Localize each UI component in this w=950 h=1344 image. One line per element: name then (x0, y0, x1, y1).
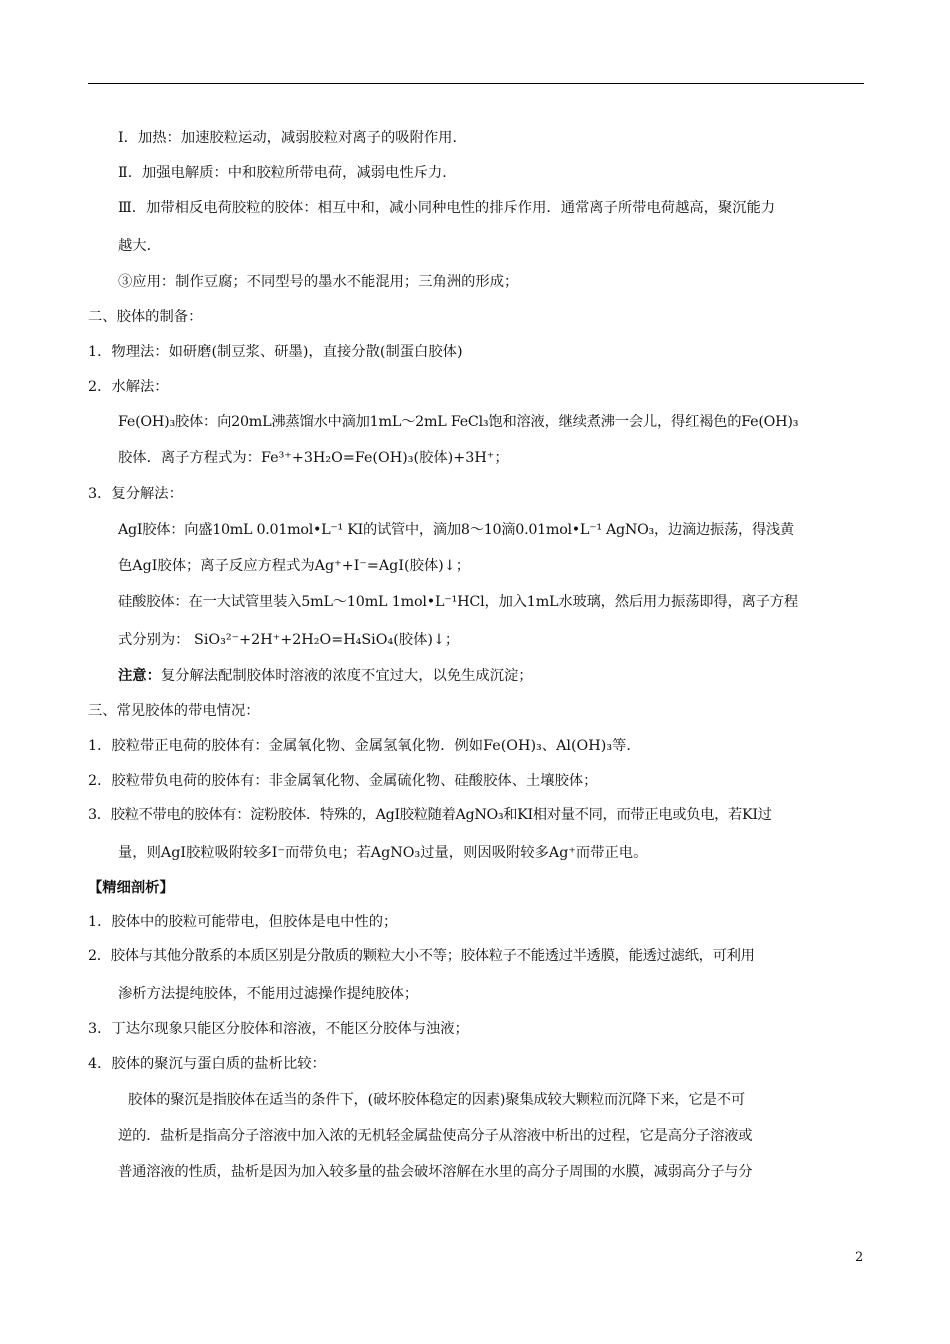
text-line: Fe(OH)₃胶体：向20mL沸蒸馏水中滴加1mL～2mL FeCl₃饱和溶液，继续煮沸一会儿，得红褐色的Fe(OH)₃ (118, 414, 799, 430)
text-line: 普通溶液的性质，盐析是因为加入较多量的盐会破坏溶解在水里的高分子周围的水膜，减弱高分子与分 (118, 1164, 753, 1180)
text-line: 2．水解法： (88, 379, 169, 395)
text-line: 胶体．离子方程式为：Fe³⁺+3H₂O=Fe(OH)₃(胶体)+3H⁺； (118, 450, 509, 466)
text-line: 1．物理法：如研磨(制豆浆、研墨)，直接分散(制蛋白胶体) (88, 344, 463, 360)
header-rule (88, 83, 864, 84)
text-line: ③应用：制作豆腐；不同型号的墨水不能混用；三角洲的形成； (118, 274, 519, 290)
text-line: 胶体的聚沉是指胶体在适当的条件下，(破坏胶体稳定的因素)聚集成较大颗粒而沉降下来，它是不可 (128, 1092, 745, 1108)
text-line: 1．胶体中的胶粒可能带电，但胶体是电中性的； (88, 914, 398, 930)
text-line: Ⅰ．加热：加速胶粒运动，减弱胶粒对离子的吸附作用． (118, 130, 467, 146)
text-line: 4．胶体的聚沉与蛋白质的盐析比较： (88, 1056, 326, 1072)
text-line: 量，则AgI胶粒吸附较多I⁻而带负电；若AgNO₃过量，则因吸附较多Ag⁺而带正电。 (118, 845, 648, 861)
text-line: Ⅲ．加带相反电荷胶粒的胶体：相互中和，减小同种电性的排斥作用．通常离子所带电荷越高，聚沉能力 (118, 200, 776, 216)
text-line: 3．丁达尔现象只能区分胶体和溶液，不能区分胶体与浊液； (88, 1021, 469, 1037)
text-line: 硅酸胶体：在一大试管里装入5mL～10mL 1mol•L⁻¹HCl，加入1mL水玻璃，然后用力振荡即得，离子方程 (118, 594, 798, 610)
text-line: 3．复分解法： (88, 486, 183, 502)
text-line: 1．胶粒带正电荷的胶体有：金属氧化物、金属氢氧化物．例如Fe(OH)₃、Al(OH)₃等． (88, 738, 641, 754)
text-line: 逆的．盐析是指高分子溶液中加入浓的无机轻金属盐使高分子从溶液中析出的过程，它是高分子溶液或 (118, 1128, 753, 1144)
text-line: AgI胶体：向盛10mL 0.01mol•L⁻¹ KI的试管中，滴加8～10滴0.01mol•L⁻¹ AgNO₃，边滴边振荡，得浅黄 (118, 522, 794, 538)
section-heading: 【精细剖析】 (88, 880, 174, 896)
text-line: 3．胶粒不带电的胶体有：淀粉胶体．特殊的，AgI胶粒随着AgNO₃和KI相对量不同，而带正电或负电，若KI过 (88, 807, 772, 823)
text-line: Ⅱ．加强电解质：中和胶粒所带电荷，减弱电性斥力． (118, 165, 457, 181)
text-line: 越大． (118, 238, 161, 254)
note-label: 注意： (118, 668, 161, 684)
text-line: 2．胶粒带负电荷的胶体有：非金属氧化物、金属硫化物、硅酸胶体、土壤胶体； (88, 773, 598, 789)
note-line: 注意：复分解法配制胶体时溶液的浓度不宜过大，以免生成沉淀； (118, 668, 533, 684)
text-line: 渗析方法提纯胶体，不能用过滤操作提纯胶体； (118, 986, 419, 1002)
text-line: 2．胶体与其他分散系的本质区别是分散质的颗粒大小不等；胶体粒子不能透过半透膜，能透过滤纸，可利用 (88, 948, 755, 964)
section-heading: 三、常见胶体的带电情况： (88, 703, 260, 719)
section-heading: 二、胶体的制备： (88, 309, 203, 325)
text-line: 式分别为： SiO₃²⁻+2H⁺+2H₂O=H₄SiO₄(胶体)↓； (118, 632, 460, 648)
page-number: 2 (855, 1250, 864, 1265)
text-line: 色AgI胶体；离子反应方程式为Ag⁺+I⁻=AgI(胶体)↓； (118, 558, 471, 574)
